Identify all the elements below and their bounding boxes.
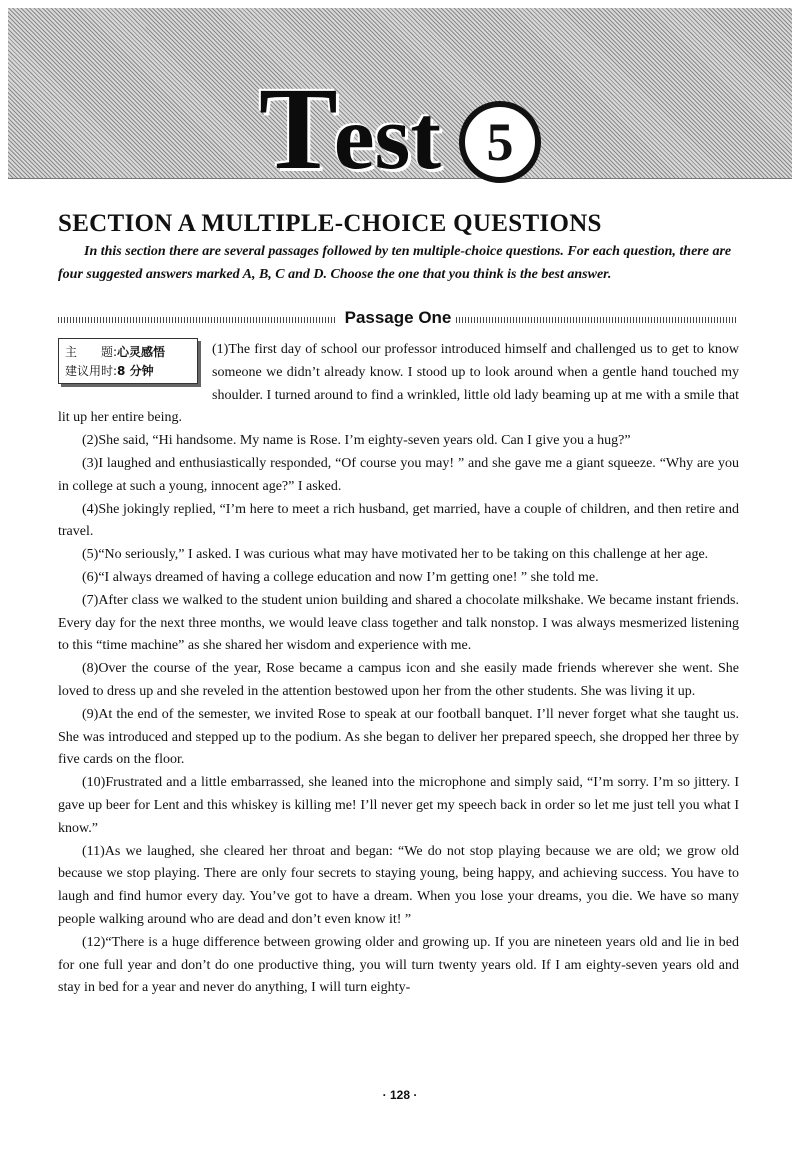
paragraph-3: (3)I laughed and enthusiastically responded, “Of course you may! ” and she gave me a giant squeeze. “Why are you in college at such a young, innocent age?” I asked.: [58, 455, 739, 494]
paragraph-11: (11)As we laughed, she cleared her throat and began: “We do not stop playing because we are old; we grow old because we stop playing. There are only four secrets to staying young, being happy, and achieving success. You have to laugh and find humor every day. You’ve got to have a dream. When you lose your dreams, you die. We have so many people walking around who are dead and don’t even know it! ”: [58, 843, 739, 927]
paragraph-12: (12)“There is a huge difference between growing older and growing up. If you are nineteen years old and lie in bed for one full year and don’t do one productive thing, you will turn twenty years old. If I am eighty-seven years old and stay in bed for a year and never do anything, I will turn eighty-: [58, 934, 739, 996]
test-title: [8, 63, 792, 194]
test-title-t: T: [259, 63, 334, 194]
paragraph-10: (10)Frustrated and a little embarrassed, she leaned into the microphone and simply said, “I’m sorry. I’m so jittery. I gave up beer for Lent and this whiskey is killing me! I’ll never get my speech back in order so let me just tell you what I know.”: [58, 775, 739, 836]
topic-label: 主 题:: [65, 345, 118, 359]
paragraph-2: (2)She said, “Hi handsome. My name is Rose. I’m eighty-seven years old. Can I give you a hug?”: [82, 433, 631, 449]
paragraph-4: (4)She jokingly replied, “I’m here to meet a rich husband, get married, have a couple of children, and then retire and travel.: [58, 501, 739, 540]
passage-header: [58, 308, 738, 330]
section-title: SECTION A MULTIPLE-CHOICE QUESTIONS: [58, 210, 602, 237]
time-value: 8 分钟: [117, 364, 154, 378]
info-box-spacer: [58, 339, 212, 405]
title-banner: [8, 8, 792, 194]
time-label: 建议用时:: [65, 364, 118, 378]
test-number-badge: 5: [459, 101, 541, 183]
test-title-rest: est: [333, 86, 441, 188]
paragraph-5: (5)“No seriously,” I asked. I was curious what may have motivated her to be taking on this challenge at her age.: [82, 547, 709, 563]
passage-body: [58, 339, 739, 1000]
paragraph-8: (8)Over the course of the year, Rose became a campus icon and she easily made friends wherever she went. She loved to dress up and she reveled in the attention bestowed upon her from the other students. She was living it up.: [58, 661, 739, 699]
passage-title: Passage One: [341, 308, 456, 327]
section-instructions: In this section there are several passages followed by ten multiple-choice questions. For each question, there are four suggested answers marked A, B, C and D. Choose the one that you think is the best answer.: [58, 244, 732, 282]
paragraph-7: (7)After class we walked to the student union building and shared a chocolate milkshake. We became instant friends. Every day for the next three months, we would leave class together and talk nonstop. I was always mesmerized listening to this “time machine” as she shared her wisdom and experience with me.: [58, 592, 739, 654]
paragraph-9: (9)At the end of the semester, we invited Rose to speak at our football banquet. I’ll never forget what she taught us. She was introduced and stepped up to the podium. As she began to deliver her prepared speech, she dropped her three by five cards on the floor.: [58, 706, 739, 768]
page-number: · 128 ·: [382, 1088, 418, 1102]
paragraph-1: (1)The first day of school our professor introduced himself and challenged us to get to know someone we didn’t already know. I stood up to look around when a gentle hand touched my shoulder. I turned around to find a wrinkled, little old lady beaming up at me with a smile that lit up her entire being.: [58, 342, 739, 426]
topic-value: 心灵感悟: [117, 345, 166, 359]
paragraph-6: (6)“I always dreamed of having a college education and now I’m getting one! ” she told me.: [82, 569, 599, 585]
passage-divider-right: [456, 317, 738, 323]
